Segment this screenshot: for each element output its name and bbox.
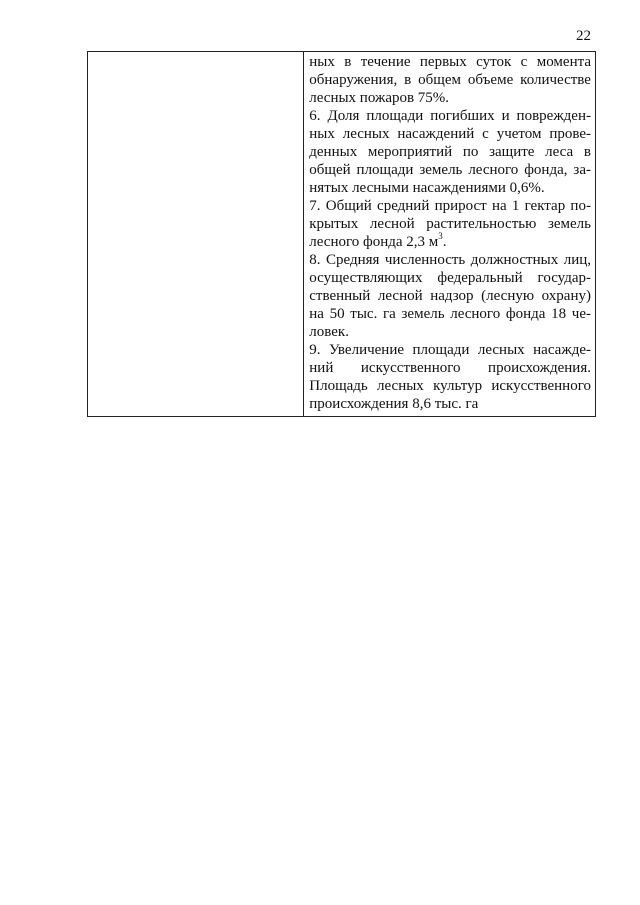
text-line xyxy=(309,341,591,359)
word: че- xyxy=(571,306,591,322)
word: насажде- xyxy=(533,342,591,358)
word: Увеличение xyxy=(329,342,405,358)
word: ных xyxy=(309,54,335,70)
word: растительностью xyxy=(426,216,537,232)
word: защите xyxy=(489,144,535,160)
word: за- xyxy=(573,162,591,178)
word: ных xyxy=(309,126,335,142)
word: государ- xyxy=(537,270,591,286)
word: первых xyxy=(419,54,467,70)
text-line xyxy=(309,377,591,395)
line-text: ловек. xyxy=(309,324,349,340)
word: насаждений xyxy=(397,126,475,142)
text-line xyxy=(309,125,591,143)
text-line xyxy=(309,107,591,125)
word: поврежден- xyxy=(516,108,591,124)
word: течение xyxy=(360,54,411,70)
text-line xyxy=(309,71,591,89)
indicators-table xyxy=(87,51,596,417)
text-line xyxy=(309,179,591,197)
word: лесных xyxy=(342,126,390,142)
word: средний xyxy=(377,198,430,214)
word: общем xyxy=(418,72,461,88)
word: охрану) xyxy=(541,288,591,304)
word: культур xyxy=(433,378,483,394)
text-line xyxy=(309,143,591,161)
word: леса xyxy=(545,144,574,160)
word: площади xyxy=(412,342,470,358)
word: земель xyxy=(419,162,463,178)
word: погибших xyxy=(430,108,495,124)
word: по- xyxy=(570,198,591,214)
word: лесного xyxy=(450,306,501,322)
text-line xyxy=(309,89,591,107)
word: объеме xyxy=(467,72,514,88)
word: Общий xyxy=(325,198,372,214)
table-cell-right xyxy=(304,52,595,416)
word: на xyxy=(491,198,507,214)
word: количестве xyxy=(520,72,591,88)
word: искусственного xyxy=(491,378,591,394)
word: в xyxy=(404,72,412,88)
line-text: лесного фонда 2,3 м xyxy=(309,234,439,250)
word: суток xyxy=(476,54,512,70)
word: гектар xyxy=(524,198,566,214)
word: ний xyxy=(309,360,334,376)
word: фонда, xyxy=(524,162,568,178)
word: осуществляющих xyxy=(309,270,423,286)
word: 6. xyxy=(309,108,321,124)
text-line xyxy=(309,287,591,305)
word: 8. xyxy=(309,252,321,268)
word: (лесную xyxy=(481,288,535,304)
word: момента xyxy=(536,54,591,70)
word: Площадь xyxy=(309,378,368,394)
word: Средняя xyxy=(325,252,380,268)
word: лесной xyxy=(369,216,415,232)
word: в xyxy=(344,54,352,70)
text-line xyxy=(309,161,591,179)
line-text: лесных пожаров 75%. xyxy=(309,90,450,106)
word: га xyxy=(383,306,396,322)
word: происхождения. xyxy=(488,360,591,376)
line-text-after: . xyxy=(442,234,447,250)
word: тыс. xyxy=(350,306,378,322)
word: мероприятий xyxy=(367,144,453,160)
word: должностных xyxy=(470,252,559,268)
word: обнаружения, xyxy=(309,72,398,88)
word: 18 xyxy=(551,306,567,322)
word: земель xyxy=(401,306,445,322)
text-line xyxy=(309,395,591,413)
word: площади xyxy=(366,108,424,124)
word: 50 xyxy=(329,306,345,322)
text-line xyxy=(309,233,591,251)
text-line xyxy=(309,197,591,215)
word: на xyxy=(309,306,324,322)
word: прирост xyxy=(434,198,487,214)
word: общей xyxy=(309,162,351,178)
text-line xyxy=(309,251,591,269)
word: 1 xyxy=(511,198,520,214)
word: искусственного xyxy=(360,360,461,376)
line-text: нятых лесными насаждениями 0,6%. xyxy=(309,180,545,196)
word: ственный xyxy=(309,288,371,304)
superscript: 3 xyxy=(438,231,443,241)
word: 7. xyxy=(309,198,321,214)
text-line xyxy=(309,215,591,233)
word: денных xyxy=(309,144,358,160)
line-text: происхождения 8,6 тыс. га xyxy=(309,396,479,412)
word: по xyxy=(462,144,479,160)
word: федеральный xyxy=(437,270,523,286)
word: площади xyxy=(356,162,414,178)
word: земель xyxy=(547,216,591,232)
word: Доля xyxy=(327,108,360,124)
word: прове- xyxy=(549,126,591,142)
word: численность xyxy=(384,252,466,268)
word: учетом xyxy=(496,126,542,142)
word: 9. xyxy=(309,342,321,358)
text-line xyxy=(309,269,591,287)
word: надзор xyxy=(430,288,474,304)
word: с xyxy=(482,126,489,142)
text-line xyxy=(309,53,591,71)
word: крытых xyxy=(309,216,359,232)
table-cell-left xyxy=(88,52,304,416)
word: лесных xyxy=(377,378,424,394)
text-line xyxy=(309,323,591,341)
word: лесной xyxy=(377,288,423,304)
text-line xyxy=(309,359,591,377)
word: и xyxy=(501,108,510,124)
word: фонда xyxy=(505,306,546,322)
word: в xyxy=(583,144,591,160)
word: с xyxy=(520,54,528,70)
word: лиц, xyxy=(563,252,591,268)
text-line xyxy=(309,305,591,323)
page-number: 22 xyxy=(576,28,591,44)
word: лесного xyxy=(468,162,519,178)
word: лесных xyxy=(477,342,525,358)
